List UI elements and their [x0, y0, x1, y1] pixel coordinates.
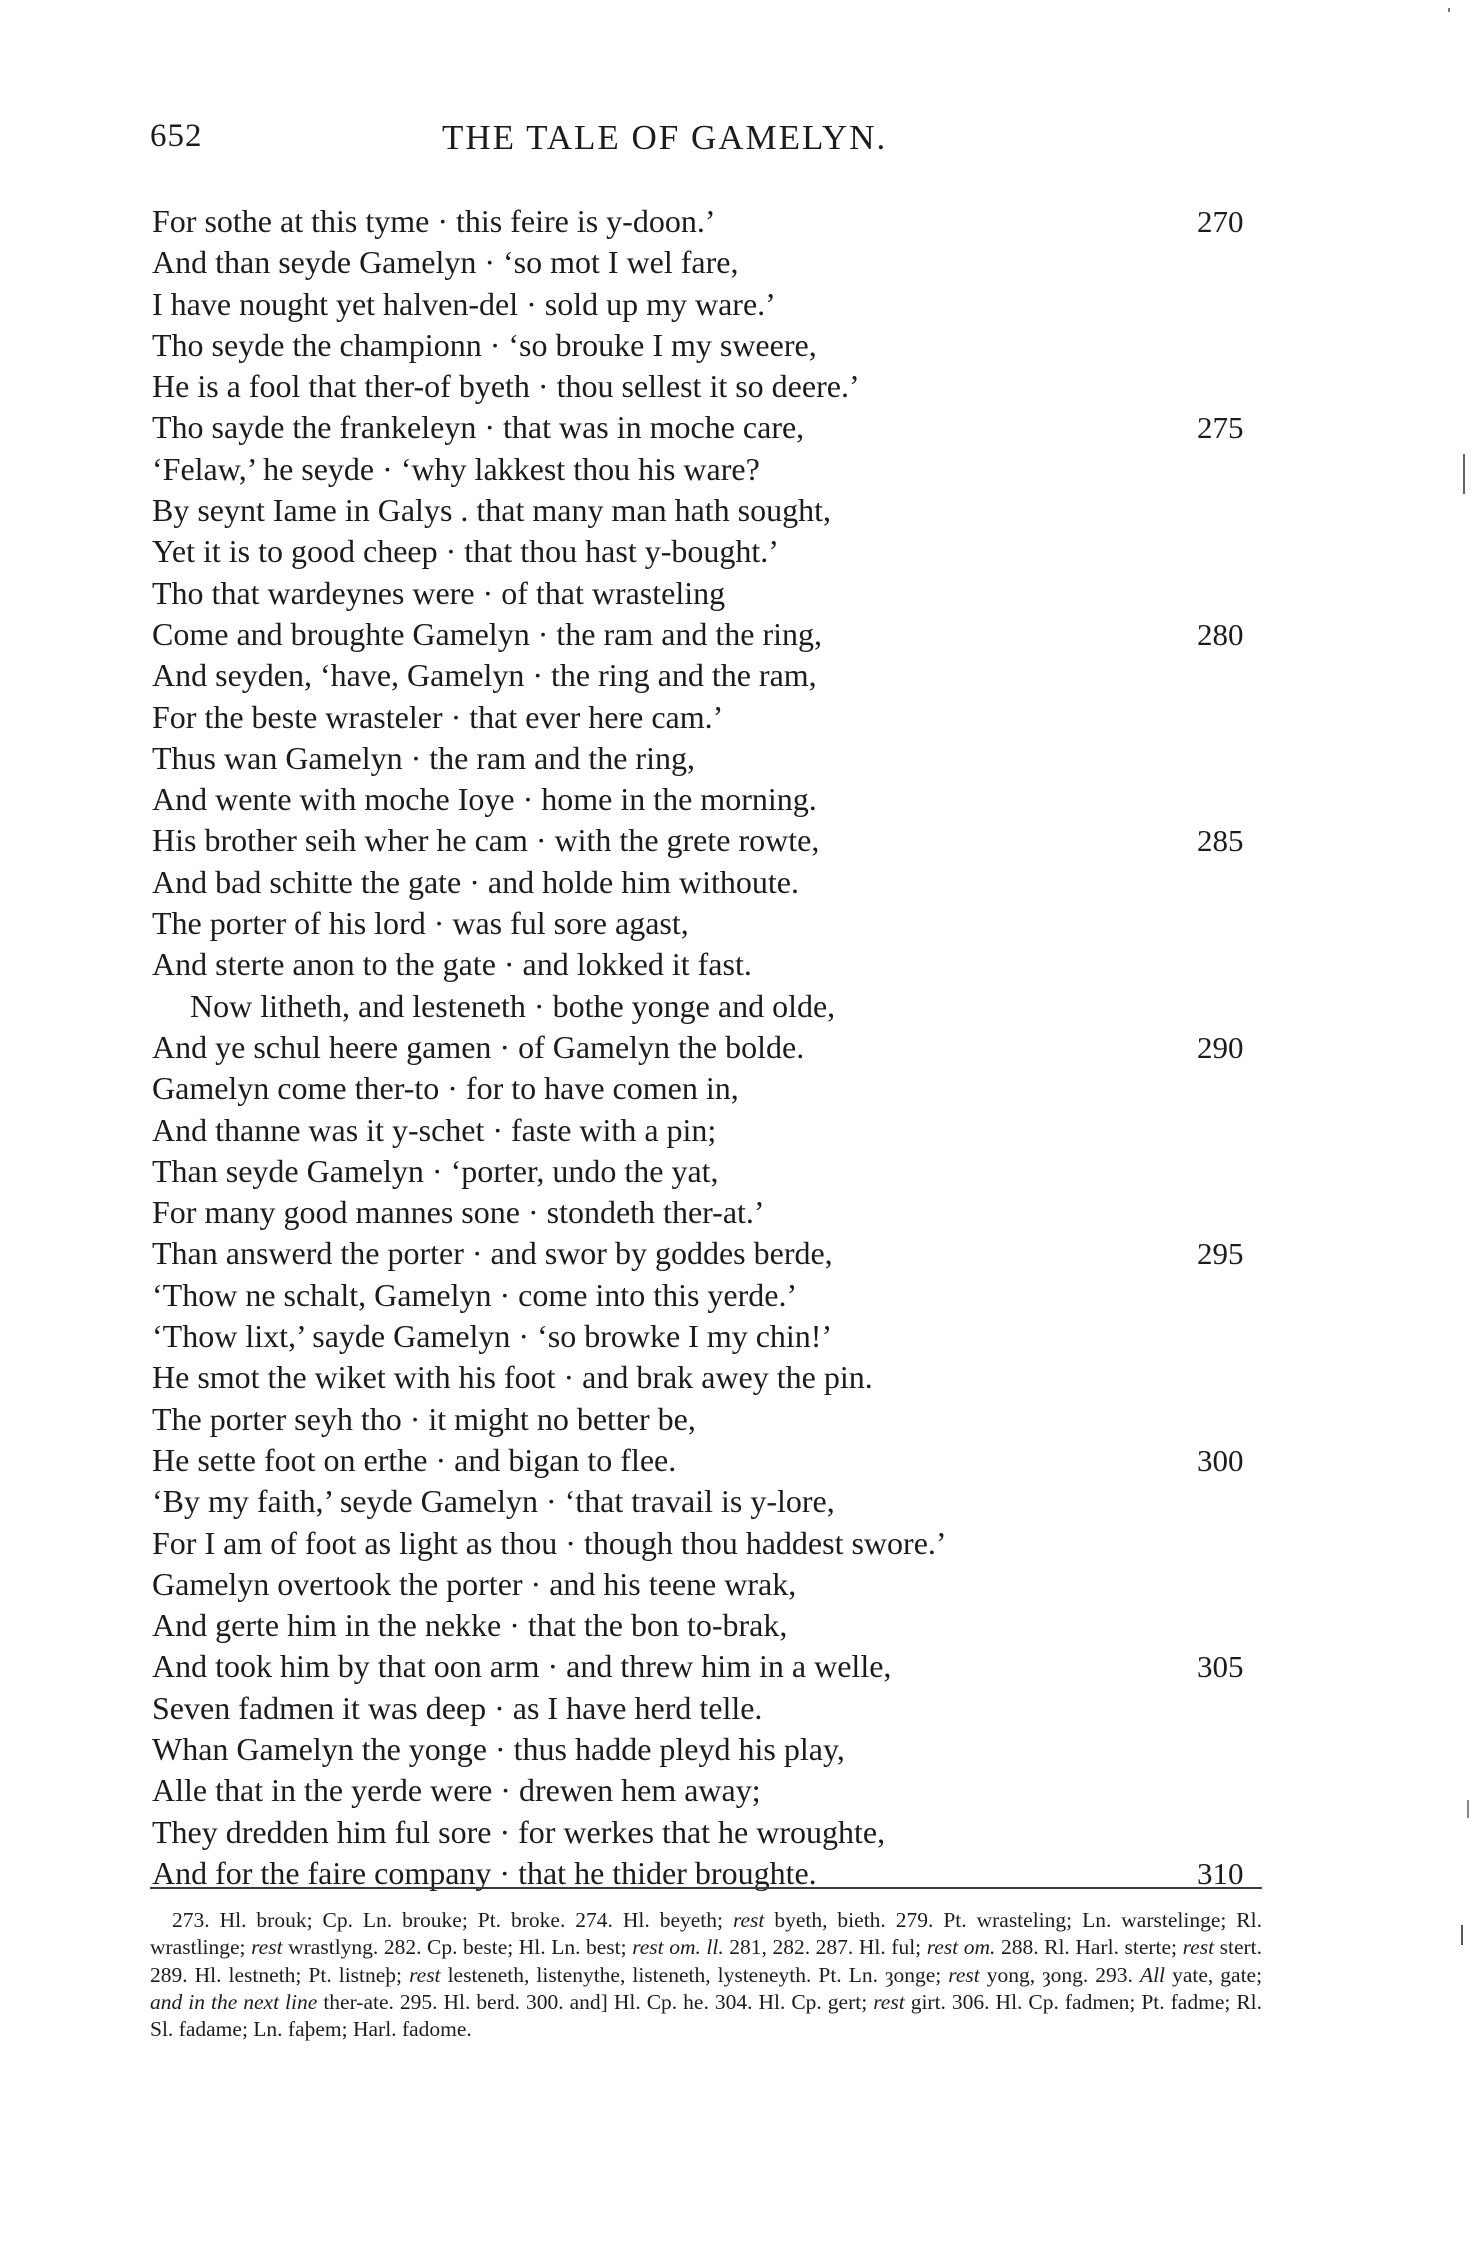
footnote-text: stert. 289. Hl. lestneth; Pt. listneþ;: [150, 1935, 1263, 1987]
verse-text: For I am of foot as light as thou · though thou haddest swore.’: [152, 1524, 947, 1561]
verse-line: [152, 779, 1272, 820]
speck: [1461, 1925, 1463, 1945]
line-number: 290: [1197, 1029, 1244, 1065]
verse-line: [152, 1440, 1272, 1481]
verse-line: [152, 820, 1272, 861]
page-title: THE TALE OF GAMELYN.: [442, 118, 888, 157]
verse-line: [152, 944, 1272, 985]
speck: [1448, 8, 1450, 12]
page-number: 652: [150, 118, 203, 154]
footnotes: [150, 1907, 1262, 2043]
verse-text: He sette foot on erthe · and bigan to flee.: [152, 1441, 677, 1478]
line-number: 280: [1197, 616, 1244, 652]
verse-line: [152, 1110, 1272, 1151]
verse-text: Tho that wardeynes were · of that wrasteling: [152, 574, 726, 611]
verse-line: [152, 201, 1272, 242]
verse-text: And for the faire company · that he thider broughte.: [152, 1854, 817, 1891]
verse-line: [152, 862, 1272, 903]
verse-text: And bad schitte the gate · and holde him withoute.: [152, 863, 799, 900]
footnote-italic: rest: [1182, 1935, 1215, 1960]
verse-text: And sterte anon to the gate · and lokked it fast.: [152, 946, 752, 983]
verse-text: Than seyde Gamelyn · ‘porter, undo the yat,: [152, 1152, 719, 1189]
verse-text: They dredden him ful sore · for werkes that he wroughte,: [152, 1813, 886, 1850]
verse-text: For the beste wrasteler · that ever here cam.’: [152, 698, 724, 735]
verse-line: [152, 986, 1272, 1027]
verse-text: Than answerd the porter · and swor by goddes berde,: [152, 1235, 833, 1272]
line-number: 300: [1197, 1442, 1244, 1478]
verse-line: [152, 1151, 1272, 1192]
footnote-italic: rest: [409, 1962, 441, 1987]
verse-line: [152, 1812, 1272, 1853]
verse-line: [152, 1564, 1272, 1605]
verse-text: For sothe at this tyme · this feire is y-doon.’: [152, 203, 716, 239]
line-number: 270: [1197, 204, 1244, 239]
verse-line: [152, 1027, 1272, 1068]
verse-line: [152, 1481, 1272, 1522]
footnote-italic: rest: [251, 1935, 283, 1960]
verse-line: [152, 1605, 1272, 1646]
line-number: 295: [1197, 1236, 1244, 1272]
poem-text: [152, 201, 1272, 1894]
verse-line: [152, 903, 1272, 944]
verse-line: [152, 366, 1272, 407]
footnote-italic: All: [1139, 1962, 1166, 1987]
footnote-text: girt. 306. Hl. Cp. fadmen; Pt. fadme; Rl. Sl. fadame; Ln. faþem; Harl. fadome.: [150, 1989, 1263, 2042]
verse-text: Thus wan Gamelyn · the ram and the ring,: [152, 739, 695, 776]
verse-line: [152, 1646, 1272, 1687]
footnote-italic: rest: [732, 1908, 765, 1932]
verse-text: Yet it is to good cheep · that thou hast y-bought.’: [152, 533, 779, 570]
verse-text: He smot the wiket with his foot · and brak awey the pin.: [152, 1359, 873, 1396]
footnote-text: lesteneth, listenythe, listeneth, lysteneyth. Pt. Ln. ȝonge;: [447, 1962, 942, 1987]
footnote-rule: [150, 1887, 1262, 1889]
speck: [1467, 1800, 1469, 1818]
verse-line: [152, 655, 1272, 696]
verse-text: Now litheth, and lesteneth · bothe yonge and olde,: [190, 987, 836, 1024]
verse-text: He is a fool that ther-of byeth · thou sellest it so deere.’: [152, 368, 860, 405]
verse-line: [152, 1316, 1272, 1357]
verse-text: Whan Gamelyn the yonge · thus hadde pleyd his play,: [152, 1730, 845, 1767]
footnote-italic: rest om. ll.: [632, 1935, 724, 1960]
verse-text: ‘Felaw,’ he seyde · ‘why lakkest thou his ware?: [152, 450, 760, 487]
verse-line: [152, 573, 1272, 614]
verse-line: [152, 1399, 1272, 1440]
verse-line: [152, 325, 1272, 366]
verse-text: The porter of his lord · was ful sore agast,: [152, 905, 689, 942]
verse-text: Alle that in the yerde were · drewen hem away;: [152, 1772, 761, 1809]
verse-line: [152, 1233, 1272, 1274]
verse-text: The porter seyh tho · it might no better be,: [152, 1400, 696, 1437]
verse-text: And took him by that oon arm · and threw him in a welle,: [152, 1648, 892, 1685]
verse-text: Tho seyde the championn · ‘so brouke I my sweere,: [152, 326, 817, 363]
line-number: 285: [1197, 823, 1244, 859]
verse-line: [152, 738, 1272, 779]
footnote-text: 288. Rl. Harl. sterte;: [1000, 1935, 1178, 1960]
verse-text: ‘By my faith,’ seyde Gamelyn · ‘that travail is y-lore,: [152, 1483, 835, 1520]
verse-line: [152, 531, 1272, 572]
footnote-italic: rest: [948, 1962, 980, 1987]
footnote-italic: rest: [873, 1989, 905, 2014]
verse-line: [152, 1068, 1272, 1109]
verse-line: [152, 242, 1272, 283]
verse-text: Gamelyn come ther-to · for to have comen in,: [152, 1070, 739, 1107]
verse-line: [152, 1275, 1272, 1316]
verse-text: And wente with moche Ioye · home in the morning.: [152, 781, 817, 818]
line-number: 305: [1197, 1649, 1244, 1685]
verse-line: [152, 1770, 1272, 1811]
verse-text: Come and broughte Gamelyn · the ram and the ring,: [152, 615, 823, 652]
running-head: [150, 118, 1260, 166]
footnote-text: yong, ȝong. 293.: [986, 1962, 1133, 1987]
footnote-text: yate, gate;: [1172, 1962, 1263, 1987]
verse-line: [152, 1729, 1272, 1770]
footnote-text: ther-ate. 295. Hl. berd. 300. and] Hl. Cp. he. 304. Hl. Cp. gert;: [323, 1989, 868, 2014]
verse-text: His brother seih wher he cam · with the grete rowte,: [152, 822, 820, 859]
verse-text: ‘Thow lixt,’ sayde Gamelyn · ‘so browke I my chin!’: [152, 1318, 833, 1355]
line-number: 275: [1197, 410, 1244, 446]
verse-line: [152, 449, 1272, 490]
verse-text: And ye schul heere gamen · of Gamelyn the bolde.: [152, 1028, 805, 1065]
verse-text: Seven fadmen it was deep · as I have herd telle.: [152, 1689, 763, 1726]
verse-text: ‘Thow ne schalt, Gamelyn · come into this yerde.’: [152, 1276, 798, 1313]
verse-text: For many good mannes sone · stondeth ther-at.’: [152, 1194, 765, 1231]
verse-text: Tho sayde the frankeleyn · that was in moche care,: [152, 409, 805, 446]
verse-text: I have nought yet halven-del · sold up my ware.’: [152, 285, 776, 322]
verse-text: Gamelyn overtook the porter · and his teene wrak,: [152, 1565, 797, 1602]
footnote-text: 281, 282. 287. Hl. ful;: [729, 1935, 922, 1960]
verse-text: And thanne was it y-schet · faste with a pin;: [152, 1111, 717, 1148]
verse-line: [152, 284, 1272, 325]
verse-line: [152, 1523, 1272, 1564]
verse-line: [152, 490, 1272, 531]
verse-line: [152, 614, 1272, 655]
footnote-italic: rest om.: [926, 1935, 996, 1960]
verse-text: By seynt Iame in Galys . that many man hath sought,: [152, 492, 831, 529]
verse-line: [152, 1688, 1272, 1729]
footnote-text: 273. Hl. brouk; Cp. Ln. brouke; Pt. broke. 274. Hl. beyeth;: [172, 1908, 723, 1932]
speck: [1463, 454, 1465, 494]
verse-line: [152, 1192, 1272, 1233]
verse-text: And than seyde Gamelyn · ‘so mot I wel fare,: [152, 244, 739, 281]
footnote-text: wrastlyng. 282. Cp. beste; Hl. Ln. best;: [288, 1935, 627, 1960]
verse-line: [152, 697, 1272, 738]
footnote-italic: and in the next line: [150, 1989, 318, 2014]
verse-text: And gerte him in the nekke · that the bon to-brak,: [152, 1607, 788, 1644]
verse-text: And seyden, ‘have, Gamelyn · the ring and the ram,: [152, 657, 817, 694]
line-number: 310: [1197, 1855, 1244, 1891]
verse-line: [152, 1357, 1272, 1398]
verse-line: [152, 407, 1272, 448]
footnote-text: byeth, bieth. 279. Pt. wrasteling; Ln. warstelinge; Rl. wrastlinge;: [150, 1908, 1263, 1960]
